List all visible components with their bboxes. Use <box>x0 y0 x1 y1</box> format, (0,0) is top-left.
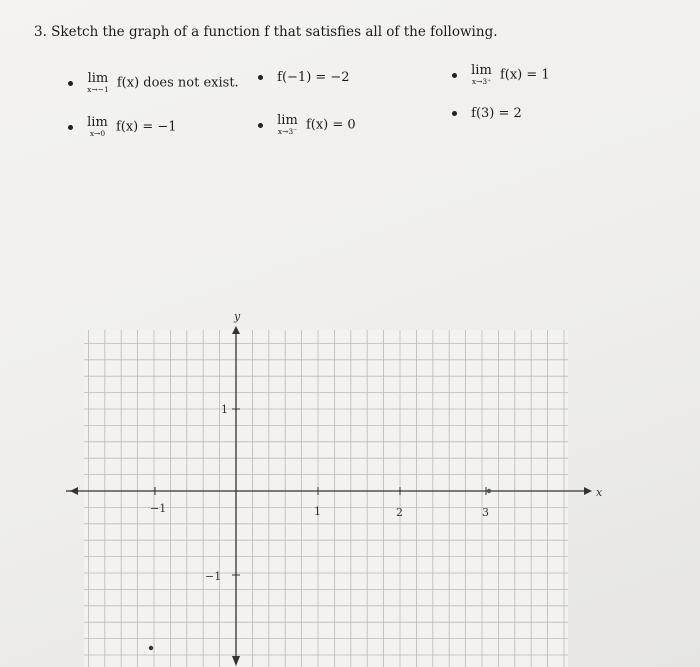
condition-limit-x-to-neg1: lim x→−1 f(x) does not exist. <box>68 72 239 94</box>
condition-limit-x-to-0: lim x→0 f(x) = −1 <box>68 116 177 138</box>
limit-operator: lim x→3⁺ <box>471 63 492 86</box>
limit-operator: lim x→3⁻ <box>277 113 298 136</box>
limit-operator: lim x→0 <box>87 115 108 138</box>
condition-value-at-3: f(3) = 2 <box>452 106 522 121</box>
pencil-dot <box>149 646 153 650</box>
limit-operator: lim x→−1 <box>87 71 109 94</box>
x-tick-label-3: 3 <box>482 506 489 519</box>
condition-value-at-neg1: f(−1) = −2 <box>258 70 350 85</box>
problem-title: 3. Sketch the graph of a function f that satisfies all of the following. <box>34 24 498 40</box>
x-axis-left-arrowhead <box>70 487 78 495</box>
y-axis-label: y <box>234 310 241 323</box>
x-tick-label-2: 2 <box>396 506 403 519</box>
grid-background <box>84 330 568 667</box>
y-tick-label-1: 1 <box>221 403 228 416</box>
y-tick-label-neg1: −1 <box>205 570 222 583</box>
pencil-mark-at-3 <box>487 489 491 493</box>
condition-limit-x-to-3-plus: lim x→3⁺ f(x) = 1 <box>452 64 550 86</box>
x-tick-label-neg1: −1 <box>150 502 167 515</box>
x-tick-label-1: 1 <box>314 505 321 518</box>
x-axis-label: x <box>596 486 603 499</box>
condition-limit-x-to-3-minus: lim x→3⁻ f(x) = 0 <box>258 114 356 136</box>
